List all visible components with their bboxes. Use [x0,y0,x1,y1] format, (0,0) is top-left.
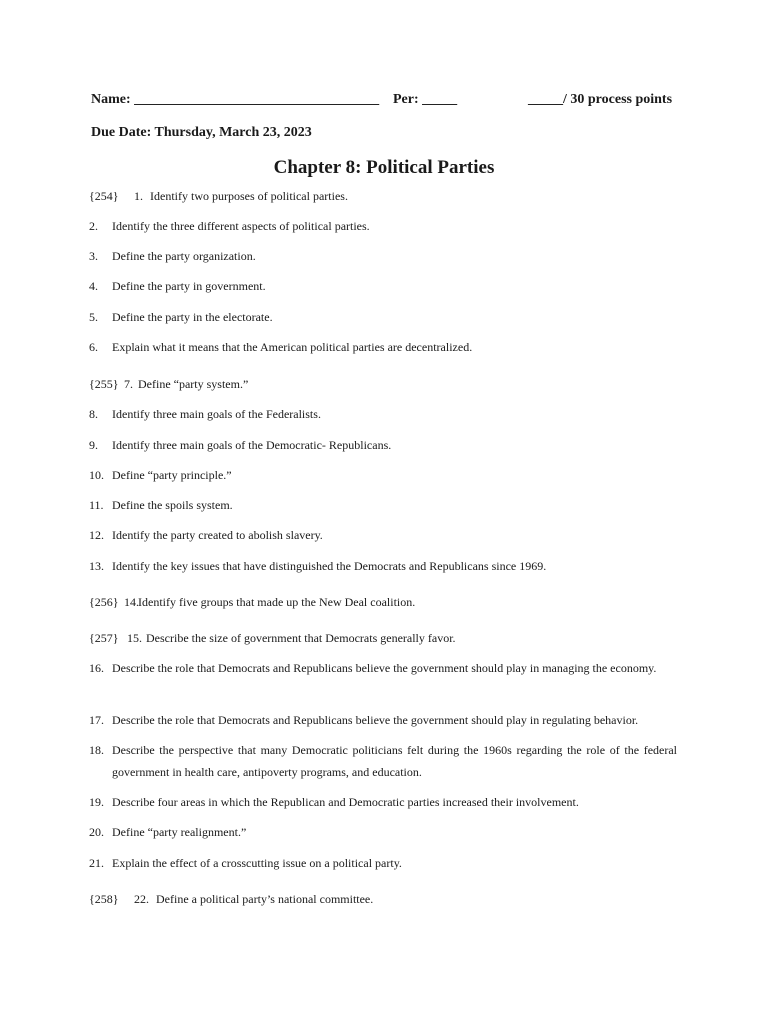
question-text: Identify five groups that made up the New Deal coalition. [138,595,416,609]
question-3 [89,245,677,267]
question-text: Define the spoils system. [112,498,233,512]
name-field-label: Name: ___________________________________ [91,92,380,107]
question-number: 12. [89,528,104,542]
question-text: Describe the role that Democrats and Republicans believe the government should play in regulating behavior. [112,713,639,727]
question-text: Define a political party’s national committee. [156,892,374,906]
question-text: Identify two purposes of political parties. [150,189,348,203]
question-number: 10. [89,468,104,482]
question-number: 1. [134,189,143,203]
question-text: Define the party in the electorate. [112,310,273,324]
question-number: 6. [89,340,98,354]
question-text: Define the party in government. [112,279,266,293]
question-number: 20. [89,825,104,839]
question-5 [89,306,677,328]
question-12 [89,524,677,546]
points-field-label: _____/ 30 process points [528,92,673,107]
question-number: 5. [89,310,98,324]
question-number: 19. [89,795,104,809]
question-19 [89,791,677,813]
question-number: 17. [89,713,104,727]
period-field-label: Per: _____ [393,92,458,107]
question-number: 18. [89,743,104,757]
question-16 [89,657,677,679]
question-number: 3. [89,249,98,263]
question-text: Identify three main goals of the Federalists. [112,407,321,421]
question-14 [89,591,677,613]
question-text: Define the party organization. [112,249,256,263]
question-text: Define “party system.” [138,377,249,391]
question-number: 15. [127,631,142,645]
question-number: 13. [89,559,104,573]
question-text: Describe the perspective that many Democratic politicians felt during the 1960s regarding the role of the federal government in health care, antipoverty programs, and education. [112,743,677,779]
question-11 [89,494,677,516]
question-22 [89,888,677,910]
question-20 [89,821,677,843]
question-text: Explain the effect of a crosscutting issue on a political party. [112,856,402,870]
question-8 [89,403,677,425]
question-15 [89,627,677,649]
due-date: Due Date: Thursday, March 23, 2023 [91,125,312,140]
question-6 [89,336,677,358]
question-text: Describe the size of government that Democrats generally favor. [146,631,456,645]
question-4 [89,275,677,297]
question-number: 8. [89,407,98,421]
question-21 [89,852,677,874]
question-text: Identify the three different aspects of political parties. [112,219,370,233]
question-number: 21. [89,856,104,870]
page-title: Chapter 8: Political Parties [273,157,495,178]
question-17 [89,709,677,731]
question-text: Describe four areas in which the Republican and Democratic parties increased their involvement. [112,795,579,809]
question-9 [89,434,677,456]
question-text: Identify three main goals of the Democratic- Republicans. [112,438,392,452]
question-2 [89,215,677,237]
question-number: 4. [89,279,98,293]
question-13 [89,555,677,577]
page-reference: {257} [89,631,119,645]
question-text: Define “party principle.” [112,468,232,482]
question-18 [89,739,677,783]
question-number: 7. [124,377,133,391]
question-text: Identify the key issues that have distinguished the Democrats and Republicans since 1969. [112,559,547,573]
question-number: 14. [124,595,139,609]
question-text: Explain what it means that the American political parties are decentralized. [112,340,473,354]
page-reference: {255} [89,377,119,391]
page-reference: {258} [89,892,119,906]
question-number: 9. [89,438,98,452]
question-number: 22. [134,892,149,906]
question-7 [89,373,677,395]
question-text: Define “party realignment.” [112,825,247,839]
question-number: 16. [89,661,104,675]
page-reference: {254} [89,189,119,203]
question-number: 11. [89,498,104,512]
question-number: 2. [89,219,98,233]
question-10 [89,464,677,486]
page-reference: {256} [89,595,119,609]
question-text: Identify the party created to abolish slavery. [112,528,323,542]
question-1 [89,185,677,207]
question-text: Describe the role that Democrats and Republicans believe the government should play in managing the economy. [112,661,657,675]
